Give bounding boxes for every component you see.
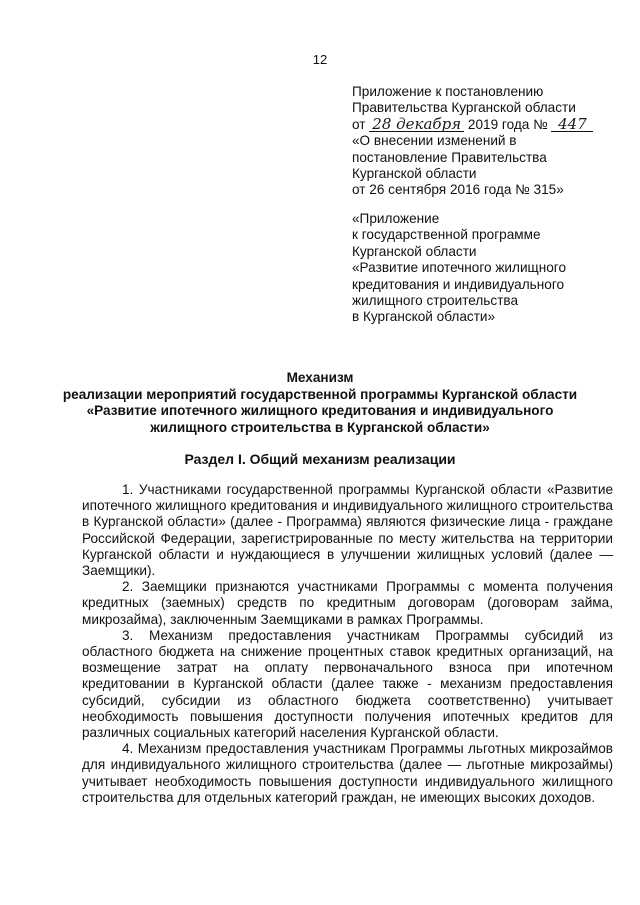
paragraph: 3. Механизм предоставления участникам Программы субсидий из областного бюджета на снижение процентных ставок кредитных организаций, на возмещение затрат на оплату первоначального взноса при ипотечном кредитовании в Курганской области (далее также - механизм предоставления субсидий, субсидии из областного бюджета соответственно) учитывает необходимость повышения доступности получения ипотечных кредитов для различных социальных категорий населения Курганской области. bbox=[82, 627, 613, 741]
title-line: реализации мероприятий государственной программы Курганской области bbox=[62, 386, 578, 402]
header-year: 2019 года № bbox=[467, 116, 548, 132]
title-line: Механизм bbox=[286, 370, 354, 385]
paragraph: 4. Механизм предоставления участникам Программы льготных микрозаймов для индивидуального жилищного строительства (далее — льготные микрозаймы) учитывает необходимость повышения доступности индивидуального жилищного строительства для отдельных категорий граждан, не имеющих высоких доходов. bbox=[82, 741, 613, 805]
header-date-line bbox=[352, 114, 622, 133]
appendix-line: кредитования и индивидуального bbox=[352, 276, 565, 292]
appendix-header bbox=[352, 211, 622, 326]
handwritten-date: 28 декабря bbox=[369, 118, 464, 132]
handwritten-number: 447 bbox=[551, 118, 593, 132]
header-line: постановление Правительства bbox=[352, 149, 547, 165]
header-line: Курганской области bbox=[352, 166, 477, 182]
appendix-line: в Курганской области» bbox=[352, 309, 496, 325]
header-line: «О внесении изменений в bbox=[352, 133, 517, 149]
appendix-line: к государственной программе bbox=[352, 227, 541, 243]
appendix-line: «Приложение bbox=[352, 211, 440, 226]
header-line: от 26 сентября 2016 года № 315» bbox=[352, 182, 564, 198]
document-title bbox=[40, 370, 600, 436]
appendix-line: Курганской области bbox=[352, 243, 477, 259]
title-line: «Развитие ипотечного жилищного кредитования и индивидуального bbox=[86, 403, 554, 418]
title-line: жилищного строительства в Курганской области» bbox=[150, 419, 490, 435]
appendix-line: жилищного строительства bbox=[352, 293, 519, 309]
resolution-header bbox=[352, 84, 622, 199]
header-line: Приложение к постановлению bbox=[352, 84, 544, 99]
paragraph: 2. Заемщики признаются участниками Программы с момента получения кредитных (заемных) средств по кредитным договорам (договорам займа, микрозайма), заключенным Заемщиками в рамках Программы. bbox=[82, 579, 613, 627]
appendix-line: «Развитие ипотечного жилищного bbox=[352, 260, 567, 276]
body-text bbox=[82, 482, 613, 806]
paragraph: 1. Участниками государственной программы Курганской области «Развитие ипотечного жилищного кредитования и индивидуального жилищного строительства в Курганской области» (далее - Программа) являются физические лица - граждане Российской Федерации, зарегистрированные по месту жительства на территории Курганской области и нуждающиеся в улучшении жилищных условий (далее — Заемщики). bbox=[82, 482, 613, 579]
page-number: 12 bbox=[312, 52, 328, 67]
header-line: Правительства Курганской области bbox=[352, 100, 576, 116]
header-date-prefix: от bbox=[352, 116, 366, 132]
section-heading: Раздел I. Общий механизм реализации bbox=[184, 451, 456, 467]
